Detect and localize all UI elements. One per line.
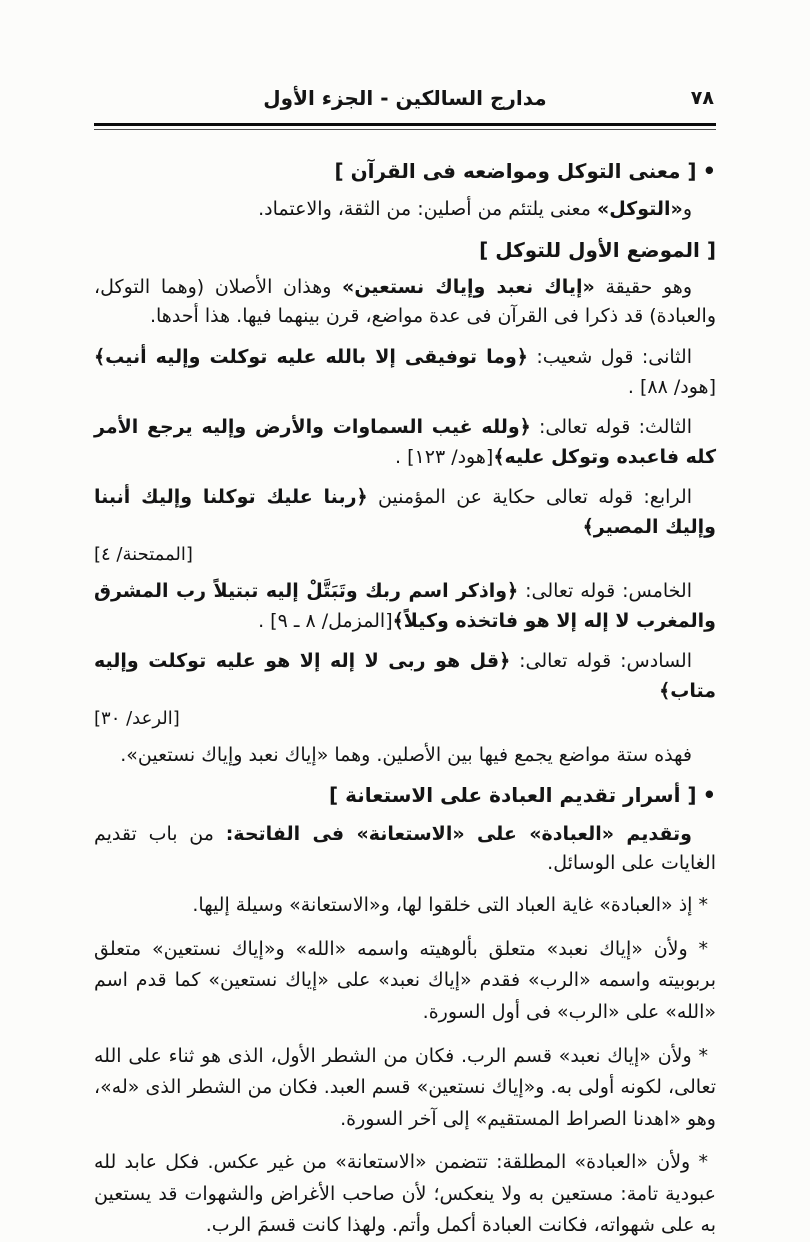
- verse-item-second: الثانى: قول شعيب: ﴿وما توفيقى إلا بالله عليه توكلت وإليه أنيب﴾[هود/ ٨٨] .: [94, 345, 716, 398]
- bullet-icon: •: [702, 783, 716, 808]
- verse-item-sixth: السادس: قوله تعالى: ﴿قل هو ربى لا إله إلا هو عليه توكلت وإليه متاب﴾: [94, 650, 716, 703]
- paragraph-precedence-intro: وتقديم «العبادة» على «الاستعانة» فى الفاتحة: من باب تقديم الغايات على الوسائل.: [94, 822, 716, 874]
- verse-item-fifth: الخامس: قوله تعالى: ﴿واذكر اسم ربك وتَبَتَّلْ إليه تبتيلاً رب المشرق والمغرب لا إله إلا هو فاتخذه وكيلاً﴾[المزمل/ ٨ ـ ٩] .: [94, 580, 716, 633]
- paragraph-two-principles: وهو حقيقة «إياك نعبد وإياك نستعين» وهذان الأصلان (وهما التوكل، والعبادة) قد ذكرا فى القرآن فى عدة مواضع، قرن بينهما فيها. هذا أحدها.: [94, 275, 716, 328]
- section-heading-secrets-of-precedence: [94, 782, 716, 809]
- page-text: [94, 130, 716, 1242]
- paragraph-six-places-summary: فهذه ستة مواضع يجمع فيها بين الأصلين. وهما «إياك نعبد وإياك نستعين».: [120, 743, 692, 766]
- paragraph-tawakkul-definition: و«التوكل» معنى يلتئم من أصلين: من الثقة، والاعتماد.: [258, 198, 692, 221]
- header-row: [94, 86, 716, 118]
- verse-item-fourth: الرابع: قوله تعالى حكاية عن المؤمنين ﴿ربنا عليك توكلنا وإليك أنبنا وإليك المصير﴾: [94, 485, 716, 538]
- verse-reference-mumtahana: [الممتحنة/ ٤]: [94, 543, 193, 565]
- heading-text: [ معنى التوكل ومواضعه فى القرآن ]: [334, 159, 697, 183]
- heading-text: [ أسرار تقديم العبادة على الاستعانة ]: [329, 783, 697, 808]
- star-point-worship-includes-seeking-help: * ولأن «العبادة» المطلقة: تتضمن «الاستعانة» من غير عكس. فكل عابد لله عبودية تامة: مستعين به ولا ينعكس؛ لأن صاحب الأغراض والشهوات قد يستعين به على شهواته، فكانت العبادة أكمل وأتم. ولهذا كانت قسمَ الرب.: [94, 1151, 716, 1237]
- section-heading-tawakkul-meaning: [94, 158, 716, 185]
- page-number: ٧٨: [690, 87, 714, 109]
- page-header: [94, 86, 716, 130]
- section-heading-first-place-of-tawakkul: [ الموضع الأول للتوكل ]: [479, 237, 716, 262]
- verse-reference-raad: [الرعد/ ٣٠]: [94, 708, 180, 730]
- book-title: مدارج السالكين - الجزء الأول: [263, 86, 547, 110]
- verse-item-third: الثالث: قوله تعالى: ﴿ولله غيب السماوات والأرض وإليه يرجع الأمر كله فاعبده وتوكل عليه﴾[هود/ ١٢٣] .: [94, 415, 716, 468]
- header-rule: [94, 123, 716, 130]
- star-point-divinity-and-lordship: * ولأن «إياك نعبد» متعلق بألوهيته واسمه «الله» و«إياك نستعين» متعلق بربوبيته واسمه «الرب» فقدم «إياك نعبد» على «إياك نستعين» كما قدم اسم «الله» على «الرب» فى أول السورة.: [94, 937, 716, 1023]
- bullet-icon: •: [702, 159, 716, 183]
- star-point-two-halves-of-fatiha: * ولأن «إياك نعبد» قسم الرب. فكان من الشطر الأول، الذى هو ثناء على الله تعالى، لكونه أولى به. و«إياك نستعين» قسم العبد. فكان من الشطر الذى «له»، وهو «اهدنا الصراط المستقيم» إلى آخر السورة.: [94, 1044, 716, 1130]
- star-point-goal-and-means: * إذ «العبادة» غاية العباد التى خلقوا لها، و«الاستعانة» وسيلة إليها.: [192, 894, 708, 917]
